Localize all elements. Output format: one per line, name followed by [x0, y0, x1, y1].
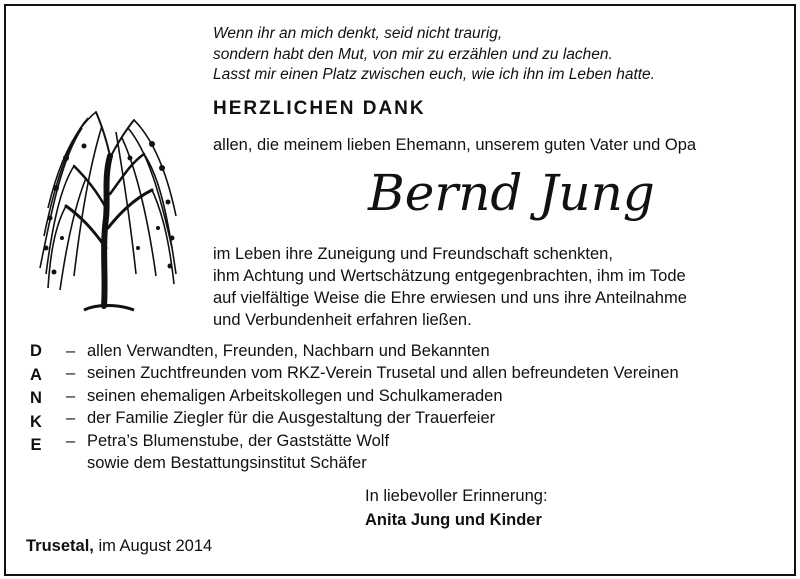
body-line: im Leben ihre Zuneigung und Freundschaft schenkten,	[213, 245, 613, 263]
dash: –	[66, 431, 76, 450]
danke-letter: K	[30, 412, 42, 431]
list-item	[66, 452, 679, 474]
closing-signature	[365, 484, 548, 532]
place-and-date	[26, 537, 212, 556]
list-item-text: sowie dem Bestattungsinstitut Schäfer	[87, 454, 367, 473]
poem-line: Wenn ihr an mich denkt, seid nicht traurig,	[213, 25, 503, 42]
list-item	[66, 385, 679, 407]
weeping-willow-illustration	[26, 98, 190, 318]
list-item	[66, 430, 679, 452]
danke-letter: N	[30, 389, 42, 408]
list-item-text: der Familie Ziegler für die Ausgestaltung der Trauerfeier	[87, 409, 496, 428]
memorial-poem	[213, 24, 783, 86]
poem-line: Lasst mir einen Platz zwischen euch, wie ich ihn im Leben hatte.	[213, 66, 655, 83]
heading-herzlichen-dank: HERZLICHEN DANK	[213, 98, 426, 119]
danke-letter: E	[30, 436, 42, 455]
intro-text: allen, die meinem lieben Ehemann, unserem guten Vater und Opa	[213, 136, 697, 154]
signers: Anita Jung und Kinder	[365, 511, 542, 529]
list-item	[66, 362, 679, 384]
dash: –	[66, 364, 76, 383]
body-line: ihm Achtung und Wertschätzung entgegenbrachten, ihm im Tode	[213, 267, 686, 285]
list-item	[66, 340, 679, 362]
danke-letter: D	[30, 342, 42, 360]
town: Trusetal,	[26, 537, 94, 555]
dash: –	[66, 386, 76, 405]
danke-letter: A	[30, 365, 42, 384]
thanks-list	[66, 340, 679, 474]
closing-line: In liebevoller Erinnerung:	[365, 487, 548, 505]
list-item	[66, 407, 679, 429]
dash: –	[66, 409, 76, 428]
date: im August 2014	[98, 537, 213, 555]
deceased-name: Bernd Jung	[368, 164, 655, 222]
list-item-text: Petra’s Blumenstube, der Gaststätte Wolf	[87, 431, 390, 450]
danke-vertical	[26, 340, 46, 458]
dash-spacer	[66, 452, 87, 474]
body-line: und Verbundenheit erfahren ließen.	[213, 311, 472, 329]
list-item-text: allen Verwandten, Freunden, Nachbarn und Bekannten	[87, 342, 490, 360]
list-item-text: seinen ehemaligen Arbeitskollegen und Schulkameraden	[87, 386, 503, 405]
dash: –	[66, 342, 76, 360]
body-line: auf vielfältige Weise die Ehre erwiesen und uns ihre Anteilnahme	[213, 289, 687, 307]
poem-line: sondern habt den Mut, von mir zu erzählen und zu lachen.	[213, 45, 613, 63]
list-item-text: seinen Zuchtfreunden vom RKZ-Verein Trusetal und allen befreundeten Vereinen	[87, 364, 679, 383]
body-text	[213, 243, 687, 331]
